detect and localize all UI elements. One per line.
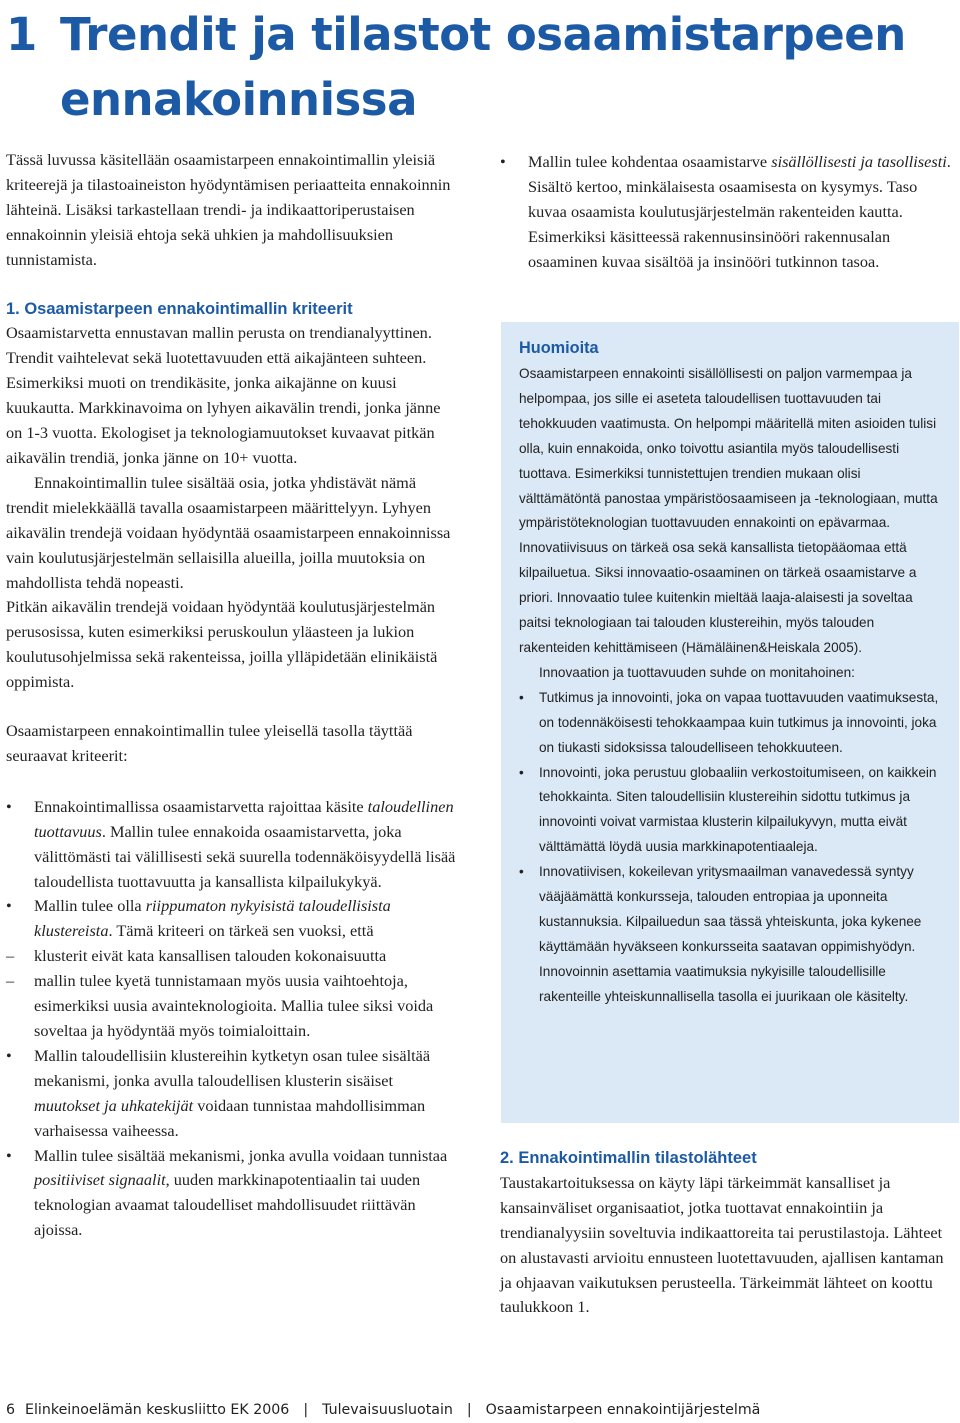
criteria-subitem-2: – mallin tulee kyetä tunnistamaan myös uusia vaihtoehtoja, esimerkiksi uusia avainteknologioita. Mallia tulee siksi voida soveltaa ja hyödyntää myös toimialoittain. [6, 969, 458, 1044]
notes-box [501, 322, 959, 1123]
criteria-item-5: • Mallin tulee kohdentaa osaamistarve sisällöllisesti ja tasollisesti. Sisältö kertoo, minkälaisesta osaamisesta on kysymys. Taso kuvaa osaamista koulutusjärjestelmän rakenteiden kautta. Esimerkiksi käsitteessä rakennusinsinööri rakennusalan osaaminen kuvaa sisältöä ja insinööri tutkinnon tasoa. [500, 150, 952, 275]
section-2 [500, 1146, 952, 1320]
criteria-subitem-1: – klusterit eivät kata kansallisen talouden kokonaisuutta [6, 944, 458, 969]
notes-box-title: Huomioita [519, 339, 599, 357]
left-column [6, 148, 458, 1243]
footer-series: Tulevaisuusluotain [322, 1402, 453, 1418]
footer-separator-1: | [303, 1402, 309, 1418]
criteria-list-continued [500, 150, 952, 275]
criteria-sublist [6, 944, 458, 1044]
criteria-item-3: • Mallin taloudellisiin klustereihin kytketyn osan tulee sisältää mekanismi, jonka avulla taloudellisen klusterin sisäiset muutokset ja uhkatekijät voidaan tunnistaa mahdollisimman varhaisessa vaiheessa. [6, 1044, 458, 1144]
section-2-paragraph: Taustakartoituksessa on käyty läpi tärkeimmät kansalliset ja kansainväliset organisaatiot, jotka tuottavat ennakointiin ja trendianalyysiin soveltuvia indikaattoreita tai perustilastoja. Lähteet on alustavasti arvioitu ennusteen luotettavuuden, ajallisen kantaman ja ohjaavan vaikutuksen perusteella. Tärkeimmät lähteet on koottu taulukkoon 1. [500, 1172, 944, 1317]
criteria-item-4: • Mallin tulee sisältää mekanismi, jonka avulla voidaan tunnistaa positiiviset signaalit, uuden markkinapotentiaalin tai uuden teknologian avaamat taloudelliset mahdollisuudet riittävän ajoissa. [6, 1144, 458, 1244]
criteria-item-2: • Mallin tulee olla riippumaton nykyisistä taloudellisista klustereista. Tämä kriteeri on tärkeä sen vuoksi, että – klusterit eivät kata kansallisen talouden kokonaisuutta – mallin tulee kyetä tunnistamaan myös uusia vaihtoehtoja, esimerkiksi uusia avainteknologioita. Mallia tulee siksi voida soveltaa ja hyödyntää myös toimialoittain. [6, 894, 458, 1043]
intro-paragraph: Tässä luvussa käsitellään osaamistarpeen ennakointimallin yleisiä kriteerejä ja tilastoaineiston hyödyntämisen periaatteita ennakoinnin lähteinä. Lisäksi tarkastellaan trendi- ja indikaattoriperustaisen ennakoinnin yleisiä ehtoja sekä uhkien ja mahdollisuuksien tunnistamista. [6, 150, 451, 269]
criteria-list [6, 795, 458, 1243]
notes-box-item-2: • Innovointi, joka perustuu globaaliin verkostoitumiseen, on kaikkein tehokkainta. Siten taloudellisiin klustereihin sidottu tutkimus ja innovointi voivat varmistaa klusterin kilpailukyvyn, mutta eivät välttämättä löydä uusia markkinapotentiaaleja. [519, 761, 941, 861]
section-2-heading: 2. Ennakointimallin tilastolähteet [500, 1149, 757, 1167]
section-1-paragraph-3: Pitkän aikavälin trendejä voidaan hyödyntää koulutusjärjestelmän perusosissa, kuten esimerkiksi peruskoulun yläasteen ja lukion koulutusohjelmissa sekä rakenteissa, joilla ylläpidetään elinikäistä oppimista. [6, 597, 438, 692]
chapter-number: 1 [6, 8, 37, 61]
title-line-1: Trendit ja tilastot osaamistarpeen [60, 8, 906, 61]
title-line-2: ennakoinnissa [60, 73, 417, 126]
section-1-paragraph-1: Osaamistarvetta ennustavan mallin perusta on trendianalyyttinen. Trendit vaihtelevat sekä luotettavuuden että aikajänteen suhteen. Esimerkiksi muoti on trendikäsite, jonka aikajänne on kuusi kuukautta. Markkinavoima on lyhyen aikavälin trendi, jonka jänne on 1-3 vuotta. Ekologiset ja teknologiamuutokset kuvaavat pitkän aikavälin trendiä, jonka jänne on 10+ vuotta. [6, 323, 441, 467]
notes-box-item-1: • Tutkimus ja innovointi, joka on vapaa tuottavuuden vaatimuksesta, on todennäköisesti tehokkaampaa kuin tutkimus ja innovointi, joka on tiukasti sidoksissa taloudelliseen tehokkuuteen. [519, 686, 941, 761]
notes-box-item-3: • Innovatiivisen, kokeilevan yritysmaailman vanavedessä syntyy vääjäämättä konkursseja, talouden entropiaa ja uponneita kustannuksia. Kilpailuedun saa tässä yhteiskunta, joka kykenee käyttämään hyväkseen konkursseita saatavan oppimishyödyn. Innovoinnin asettamia vaatimuksia nykyisille taloudellisille rakenteille yhteiskunnallisella tasolla ei juurikaan ole käsitelty. [519, 860, 941, 1009]
criteria-intro: Osaamistarpeen ennakointimallin tulee yleisellä tasolla täyttää seuraavat kriteerit: [6, 721, 413, 765]
right-column-top [500, 150, 952, 275]
notes-box-subheading: Innovaation ja tuottavuuden suhde on monitahoinen: [539, 664, 855, 680]
page-number: 6 [6, 1402, 16, 1418]
notes-box-list [519, 686, 941, 1010]
page-title [6, 2, 906, 132]
footer-document-title: Osaamistarpeen ennakointijärjestelmä [485, 1402, 761, 1418]
criteria-item-1: • Ennakointimallissa osaamistarvetta rajoittaa käsite taloudellinen tuottavuus. Mallin tulee ennakoida osaamistarvetta, joka välittömästi tai välillisesti sekä suurella todennäköisyydellä lisää taloudellista tuottavuutta ja kansallista kilpailukykyä. [6, 795, 458, 895]
page-footer [6, 1398, 760, 1422]
notes-box-paragraph: Osaamistarpeen ennakointi sisällöllisesti on paljon varmempaa ja helpompaa, jos sille ei aseteta taloudellisen tuottavuuden tai tehokkuuden vaatimusta. On helpompi määritellä miten asioiden tulisi olla, kuin ennakoida, onko toivottu asiantila myös taloudellisesti tuottava. Esimerkiksi tunnistettujen trendien mukaan olisi välttämätöntä panostaa ympäristöosaamiseen ja -teknologiaan, mutta ympäristöteknologian tuottavuuden ennakointi on epävarmaa. Innovatiivisuus on tärkeä osa sekä kansallista tietopääomaa että kilpailuetua. Siksi innovaatio-osaaminen on tärkeä osaamistarve a priori. Innovaatio tulee kuitenkin mieltää laaja-alaisesti ja soveltaa paitsi teknologiaan tai talouden klustereihin, myös talouden rakenteiden kehittämiseen (Hämäläinen&Heiskala 2005). [519, 366, 938, 655]
footer-separator-2: | [466, 1402, 472, 1418]
section-1-heading: 1. Osaamistarpeen ennakointimallin kriteerit [6, 299, 353, 318]
section-1-paragraph-2: Ennakointimallin tulee sisältää osia, jotka yhdistävät nämä trendit mielekkäällä tavalla osaamistarpeen määrittelyyn. Lyhyen aikavälin trendejä voidaan hyödyntää osaamistarpeen ennakoinnissa vain koulutusjärjestelmän sellaisilla alueilla, joilla muutoksia on mahdollista tehdä nopeasti. [6, 472, 451, 592]
footer-publisher: Elinkeinoelämän keskusliitto EK 2006 [25, 1402, 290, 1418]
